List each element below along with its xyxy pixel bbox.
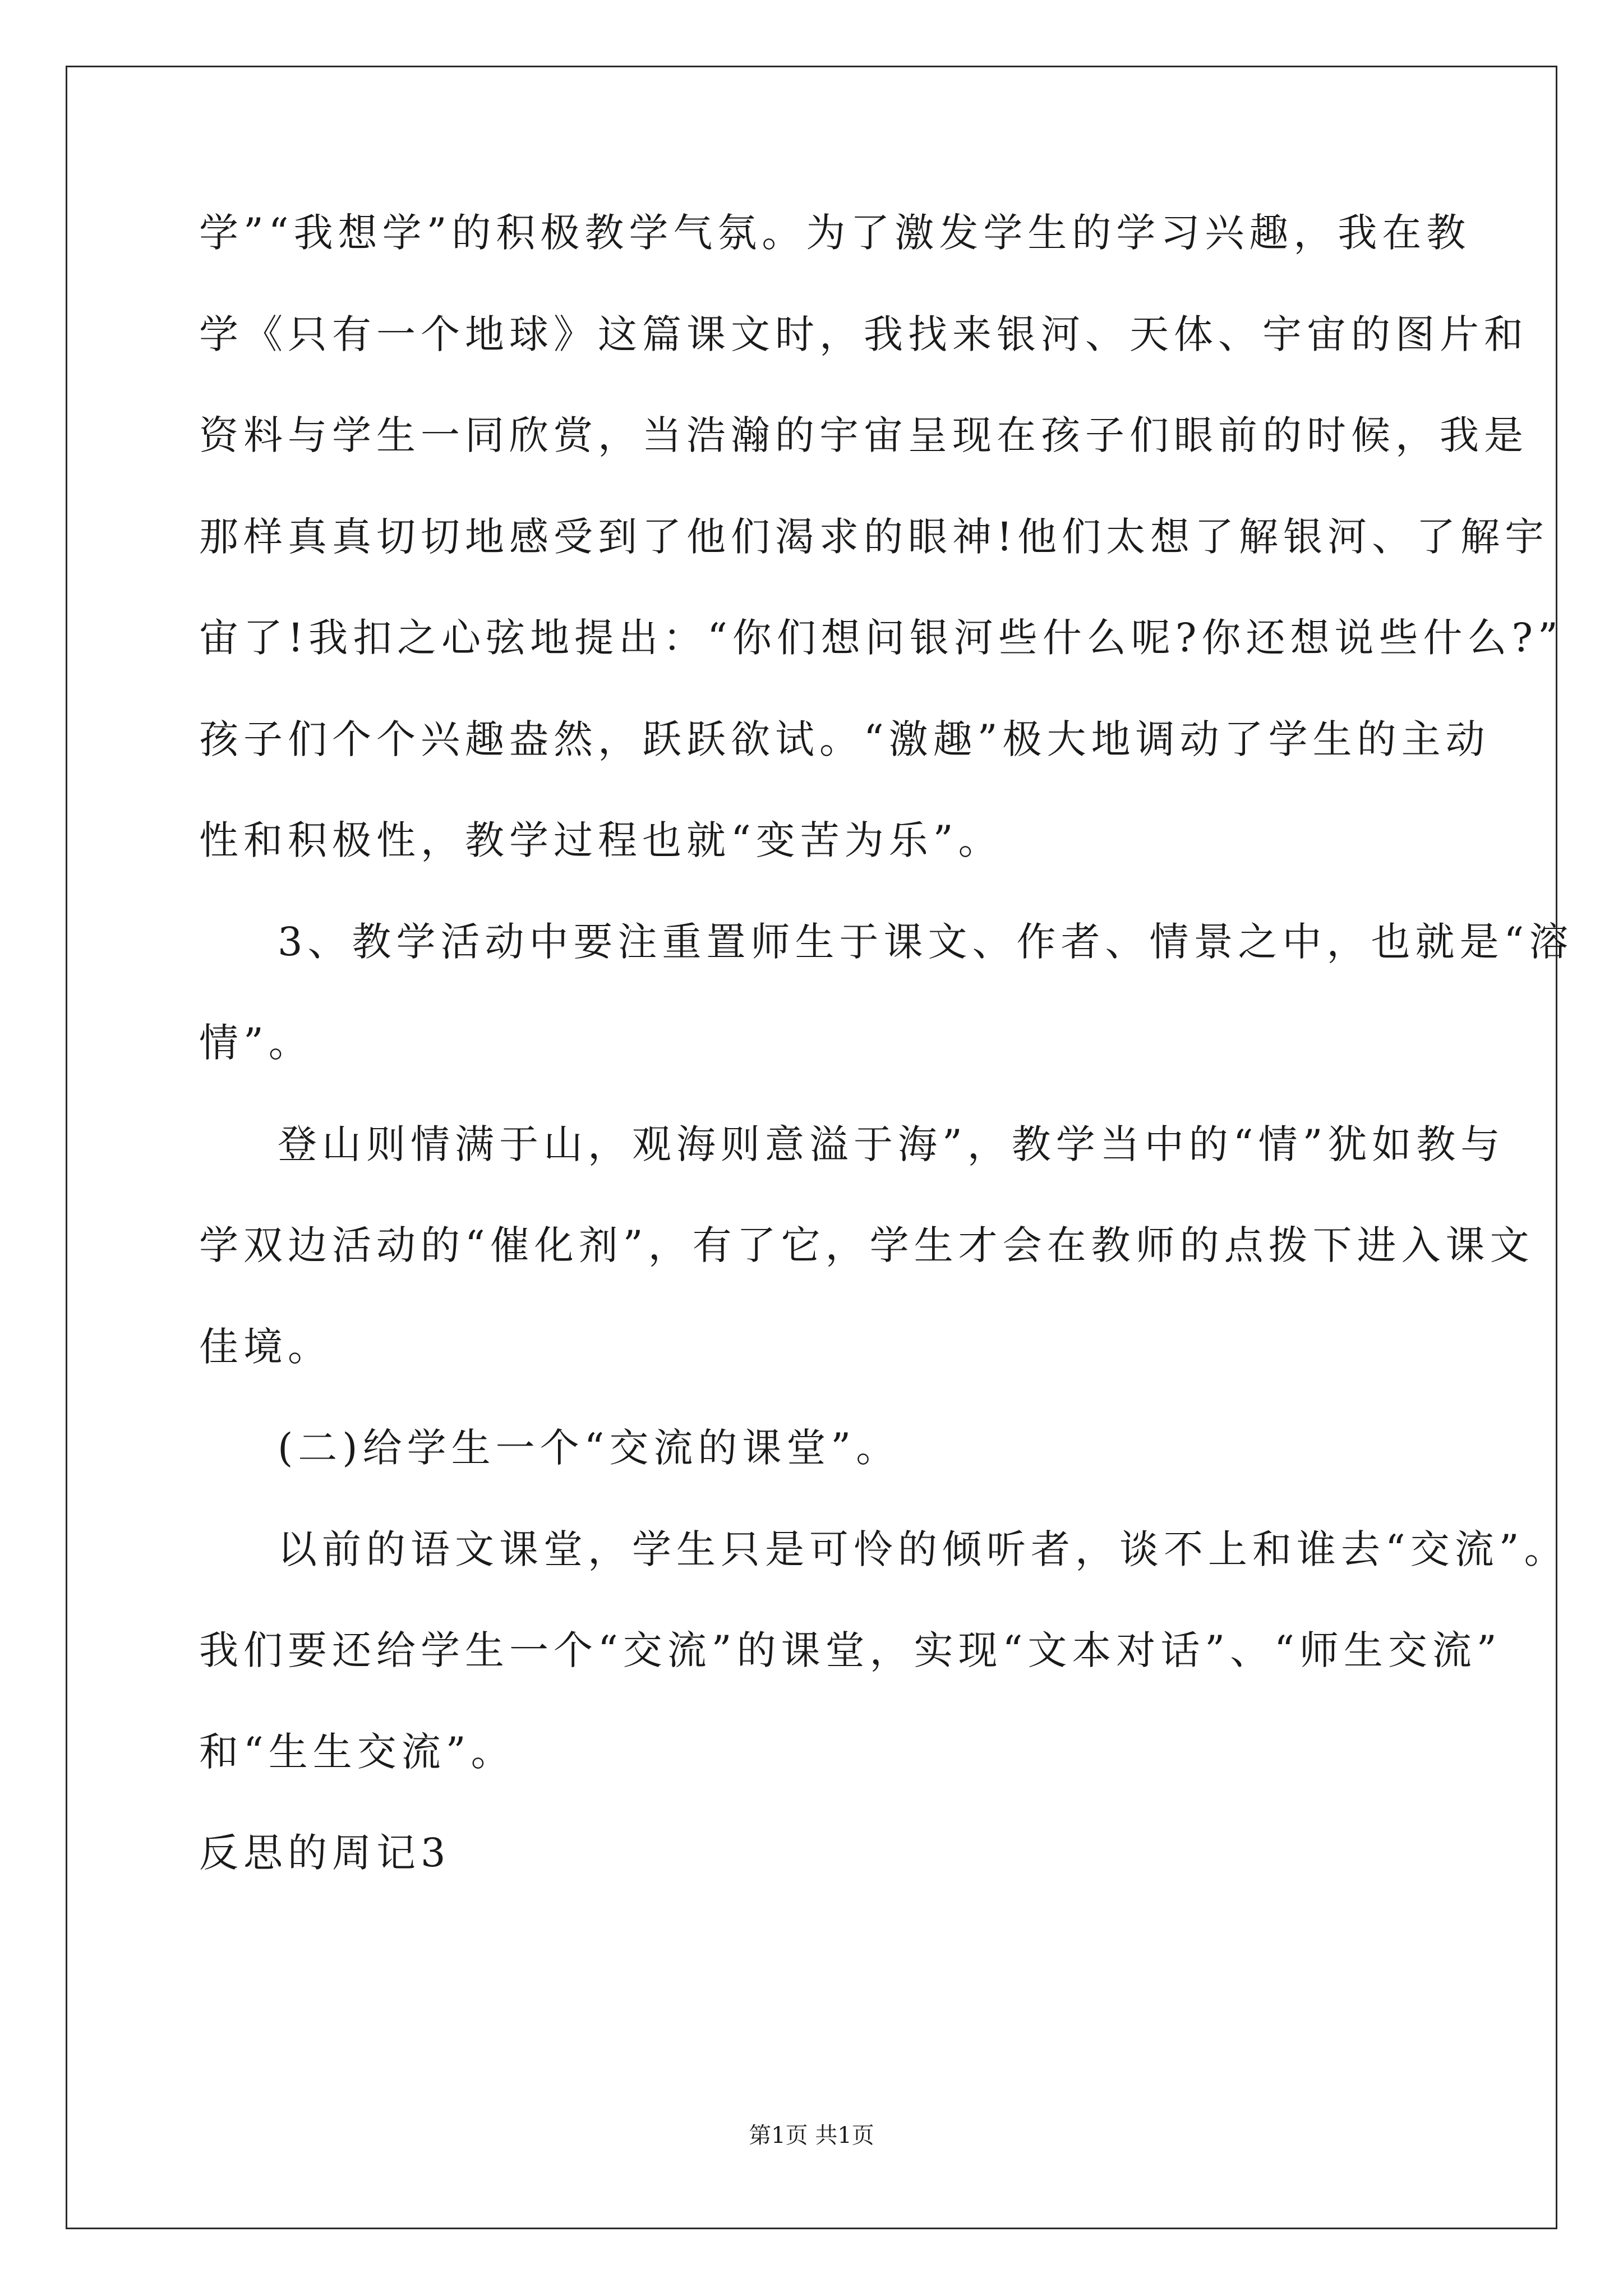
paragraph-start: 以前的语文课堂，学生只是可怜的倾听者，谈不上和谁去“交流”。 [278,1526,1569,1572]
text-line: 宙了!我扣之心弦地提出：“你们想问银河些什么呢?你还想说些什么?” [199,615,1563,661]
text-line: 我们要还给学生一个“交流”的课堂，实现“文本对话”、“师生交流” [199,1627,1502,1673]
text-line: 佳境。 [199,1324,332,1370]
section-heading: (二)给学生一个“交流的课堂”。 [278,1425,901,1471]
text-line: 资料与学生一同欣赏，当浩瀚的宇宙呈现在孩子们眼前的时候，我是 [199,412,1528,458]
paragraph-start: 登山则情满于山，观海则意溢于海”，教学当中的“情”犹如教与 [278,1121,1505,1167]
text-line: 孩子们个个兴趣盎然，跃跃欲试。“激趣”极大地调动了学生的主动 [199,716,1490,762]
page-number: 第1页 共1页 [749,2123,874,2148]
text-line: 学双边活动的“催化剂”，有了它，学生才会在教师的点拨下进入课文 [199,1222,1534,1268]
text-line: 那样真真切切地感受到了他们渴求的眼神!他们太想了解银河、了解宇 [199,514,1550,560]
text-line: 和“生生交流”。 [199,1729,515,1775]
text-line: 学《只有一个地球》这篇课文时，我找来银河、天体、宇宙的图片和 [199,311,1528,357]
text-line: 性和积极性，教学过程也就“变苦为乐”。 [199,817,1003,863]
section-heading: 3、教学活动中要注重置师生于课文、作者、情景之中，也就是“溶 [278,919,1574,965]
text-line: 情”。 [199,1020,313,1066]
document-title: 反思的周记3 [199,1830,451,1876]
text-line: 学”“我想学”的积极教学气氛。为了激发学生的学习兴趣，我在教 [199,210,1471,256]
